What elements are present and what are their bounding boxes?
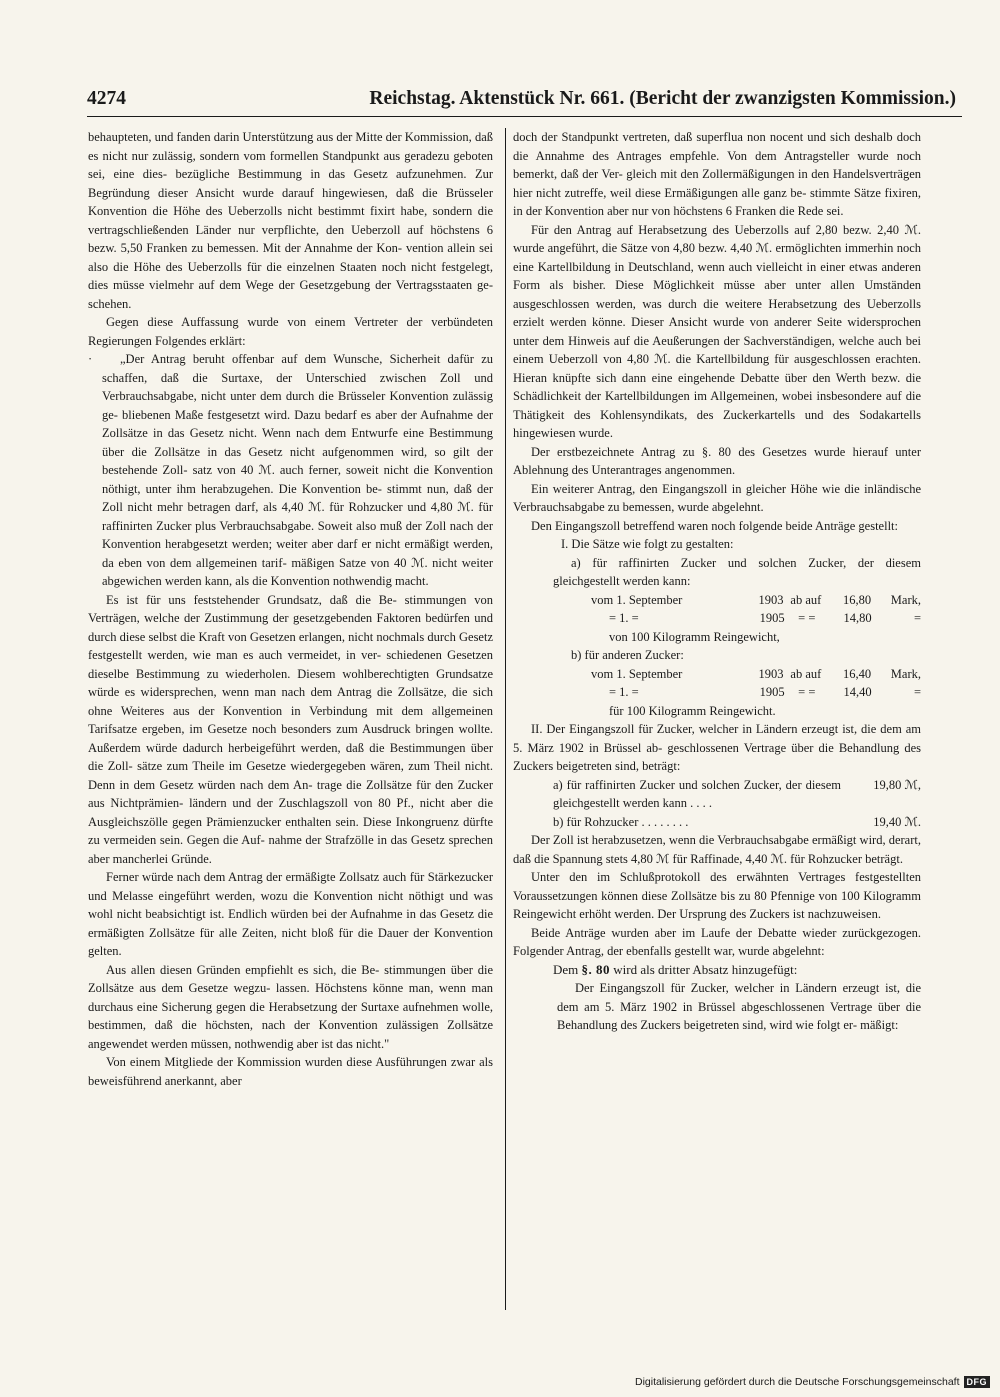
motion-item-ii: II. Der Eingangszoll für Zucker, welcher in Ländern erzeugt ist, die dem am 5. März 1902 in Brüssel ab- geschlossenen Vertrage über die Behandlung des Zuckers beigetreten sind, beträgt:: [513, 722, 921, 773]
footer-text: Digitalisierung gefördert durch die Deutsche Forschungsgemeinschaft: [634, 1376, 960, 1388]
left-column: [88, 128, 493, 1318]
quoted-paragraph: Es ist für uns feststehender Grundsatz, daß die Be- stimmungen von Verträgen, welche der Zustimmung der gesetzgebenden Faktoren bedürfen und durch diese selbst die Kraft von Gesetzen erlangen, nicht nochmals durch Gesetz festgestellt werden, wie man es auch vermeidet, in ver- schiedenen Gesetzen dieselbe Bestimmung zu wiederholen. Diesem wohlberechtigten Grundsatze würde es widersprechen, wenn man nach dem Antrag die Zollsätze, die sich ohne Weiteres aus der Konvention in Verbindung mit dem allgemeinen Tarifsatze ergeben, im Gesetze noch besonders zum Ausdruck bringen wollte. Außerdem würde dadurch herbeigeführt werden, daß die Bestimmungen über die Zoll- sätze zum Theile im Gesetze wiedergegeben wären, zum Theil nicht. Denn in dem Gesetz würden nach dem An- trage die Zollsätze für den Zucker aus Nichtprämien- ländern und der Zuschlagszoll von 80 Pf., nicht aber die Ausgleichszölle gegen Prämienzucker enthalten sein. Diese Inkongruenz dürfte zu vermeiden sein. Gegen die Auf- nahme der Strafzölle in das Gesetz sprechen aber mancherlei Gründe.: [88, 592, 493, 866]
right-column: [513, 128, 921, 1318]
rate-unit: für 100 Kilogramm Reingewicht.: [609, 703, 776, 718]
quote-text: „Der Antrag beruht offenbar auf dem Wunsche, Sicherheit dafür zu schaffen, daß die Surtaxe, der Unterschied zwischen Zoll und Verbrauchsabgabe, nicht unter dem durch die Brüsseler Konvention zulässig ge- bliebenen Maße festgesetzt wird. Dazu bedarf es aber der Aufnahme der Zollsätze in das Gesetz nicht. Wenn nach dem Entwurfe eine Bestimmung über die Zollsätze in das Gesetz nicht aufgenommen wird, so gilt der bestehende Zoll- satz von 40 ℳ. auch ferner, soweit nicht die Konvention nöthigt, unter ihm herabzugehen. Die Konvention be- stimmt nun, daß der Zoll nicht mehr betragen darf, als 4,40 ℳ. für Rohzucker und 4,80 ℳ. für raffinirten Zucker plus Verbrauchsabgabe. Soweit also muß der Zoll nach der Konvention herabgesetzt werden; weiter aber darf er nicht ermäßigt werden, da eben von dem allgemeinen tarif- mäßigen Satze von 40 ℳ. nicht weiter abgewichen werden kann, als die Konvention nothwendig macht.: [102, 352, 493, 588]
quoted-paragraph: Ferner würde nach dem Antrag der ermäßigte Zollsatz auch für Stärkezucker und Melasse eingeführt werden, wozu die Konvention nicht nöthigt und was wohl nicht beabsichtigt ist. Endlich würden bei der Aufnahme in das Gesetz die ermäßigten Zollsätze für alle Zeiten, nicht bloß für die Dauer der Konvention gelten.: [88, 870, 493, 958]
paragraph: Für den Antrag auf Herabsetzung des Ueberzolls auf 2,80 bezw. 2,40 ℳ. wurde angeführt, die Sätze von 4,80 bezw. 4,40 ℳ. ermöglichten immerhin noch eine Kartellbildung in Deutschland, wenn auch vielleicht in einer etwas anderen Form als bisher. Diese Möglichkeit müsse aber unter allen Umständen ausgeschlossen werden, was durch die weitere Herabsetzung des Ueberzolls erzielt werden könne. Dieser Ansicht wurde von anderer Seite widersprochen unter dem Hinweis auf die Aeußerungen der Sachverständigen, welche auch bei einem Ueberzoll von 4,80 ℳ. die Kartellbildung für ausgeschlossen erachten. Hieran knüpfte sich dann eine eingehende Debatte über den Werth bezw. die Schädlichkeit der Kartellbildungen im Allgemeinen, wobei insbesondere auf die Thätigkeit des Kohlensyndikats, des Zuckerkartells und des Sodakartells hingewiesen wurde.: [513, 222, 921, 440]
page-header: [87, 88, 962, 114]
section-ref: §. 80: [581, 961, 611, 977]
rate-row: = 1. = 1905 = = 14,80 =: [609, 611, 921, 625]
rate-row: vom 1. September 1903 ab auf 16,40 Mark,: [591, 666, 921, 681]
paragraph: Von einem Mitgliede der Kommission wurden diese Ausführungen zwar als beweisführend anerkannt, aber: [88, 1055, 493, 1088]
page-number: 4274: [87, 88, 126, 109]
paragraph: Unter den im Schlußprotokoll des erwähnten Vertrages festgestellten Voraussetzungen können diese Zollsätze bis zu 80 Pfennige von 100 Kilogramm Reingewicht erhöht werden. Der Ursprung des Zuckers ist nachzuweisen.: [513, 870, 921, 921]
motion-item-i: I. Die Sätze wie folgt zu gestalten:: [561, 537, 734, 551]
paragraph: Den Eingangszoll betreffend waren noch folgende beide Anträge gestellt:: [531, 518, 898, 533]
paragraph: Der erstbezeichnete Antrag zu §. 80 des Gesetzes wurde hierauf unter Ablehnung des Unterantrages angenommen.: [513, 444, 921, 477]
paragraph: Der Zoll ist herabzusetzen, wenn die Verbrauchsabgabe ermäßigt wird, derart, daß die Spannung stets 4,80 ℳ für Raffinade, 4,40 ℳ. für Rohzucker beträgt.: [513, 833, 921, 866]
rate-row: = 1. = 1905 = = 14,40 =: [609, 685, 921, 699]
quoted-paragraph: Aus allen diesen Gründen empfiehlt es sich, die Be- stimmungen über die Zollsätze aus dem Gesetze wegzu- lassen. Höchstens könne man, wenn man durchaus eine Sicherung gegen die Herabsetzung der Surtaxe aufnehmen wolle, bestimmen, daß die höchsten, nach der Konvention zulässigen Zollsätze angewendet werden müssen, nothwendig aber ist das nicht.": [88, 962, 493, 1051]
quote-mark: ·: [88, 352, 93, 366]
paragraph: behaupteten, und fanden darin Unterstützung aus der Mitte der Kommission, daß es nicht nur zulässig, sondern vom formellen Standpunkt aus geradezu geboten sei, eine dies- bezügliche Bestimmung in das Gesetz aufzunehmen. Zur Begründung dieser Ansicht wurde darauf hingewiesen, daß die Brüsseler Konvention die Höhe des Ueberzolls nicht bestimmt fixirt habe, sondern die vertragschließenden Länder nur verpflichte, den Ueberzoll auf höchstens 6 bezw. 5,50 Franken zu bemessen. Mit der Annahme der Kon- vention allein sei also die Höhe des Ueberzolls für die einzelnen Staaten noch nicht festgelegt, dies müsse vielmehr auf dem Wege der Gesetzgebung der Vertragsstaaten ge- schehen.: [88, 130, 493, 311]
motion-item-a: a) für raffinirten Zucker und solchen Zucker, der diesem gleichgestellt werden kann:: [553, 555, 921, 588]
rate-unit: von 100 Kilogramm Reingewicht,: [609, 629, 780, 644]
paragraph: Ein weiterer Antrag, den Eingangszoll in gleicher Höhe wie die inländische Verbrauchsabgabe zu bemessen, wurde abgelehnt.: [513, 481, 921, 514]
quoted-paragraph: [88, 350, 493, 591]
motion-item-b: b) für anderen Zucker:: [571, 648, 684, 662]
column-divider: [505, 128, 506, 1310]
paragraph: Gegen diese Auffassung wurde von einem Vertreter der verbündeten Regierungen Folgendes erklärt:: [88, 315, 493, 348]
footer: [560, 1376, 990, 1392]
dfg-logo: DFG: [964, 1376, 991, 1388]
tariff-entry: a) für raffinirten Zucker und solchen Zucker, der diesem gleichgestellt werden kann . . . . 19,80 ℳ,: [553, 777, 921, 810]
amendment-body: Der Eingangszoll für Zucker, welcher in Ländern erzeugt ist, die dem am 5. März 1902 in Brüssel abgeschlossenen Vertrage über die Behandlung des Zuckers beigetreten sind, wird wie folgt er- mäßigt:: [557, 981, 921, 1032]
rate-row: vom 1. September 1903 ab auf 16,80 Mark,: [591, 592, 921, 607]
paragraph: Beide Anträge wurden aber im Laufe der Debatte wieder zurückgezogen. Folgender Antrag, der ebenfalls gestellt war, wurde abgelehnt:: [513, 925, 921, 958]
running-title: Reichstag. Aktenstück Nr. 661. (Bericht der zwanzigsten Kommission.): [369, 88, 956, 109]
paragraph: doch der Standpunkt vertreten, daß superflua non nocent und sich deshalb doch die Annahme des Antrages empfehle. Von dem Antragsteller wurde noch bemerkt, daß der Ver- gleich mit den Zollermäßigungen in den Handelsverträgen hier nicht zutreffe, weil diese Ermäßigungen alle ganz be- stimmte Sätze fixiren, in der Konvention aber nur von höchstens 6 Franken die Rede sei.: [513, 130, 921, 218]
header-rule: [87, 116, 962, 117]
amendment-heading: Dem §. 80 wird als dritter Absatz hinzugefügt:: [553, 961, 798, 977]
tariff-entry: b) für Rohzucker . . . . . . . . 19,40 ℳ.: [553, 814, 921, 829]
